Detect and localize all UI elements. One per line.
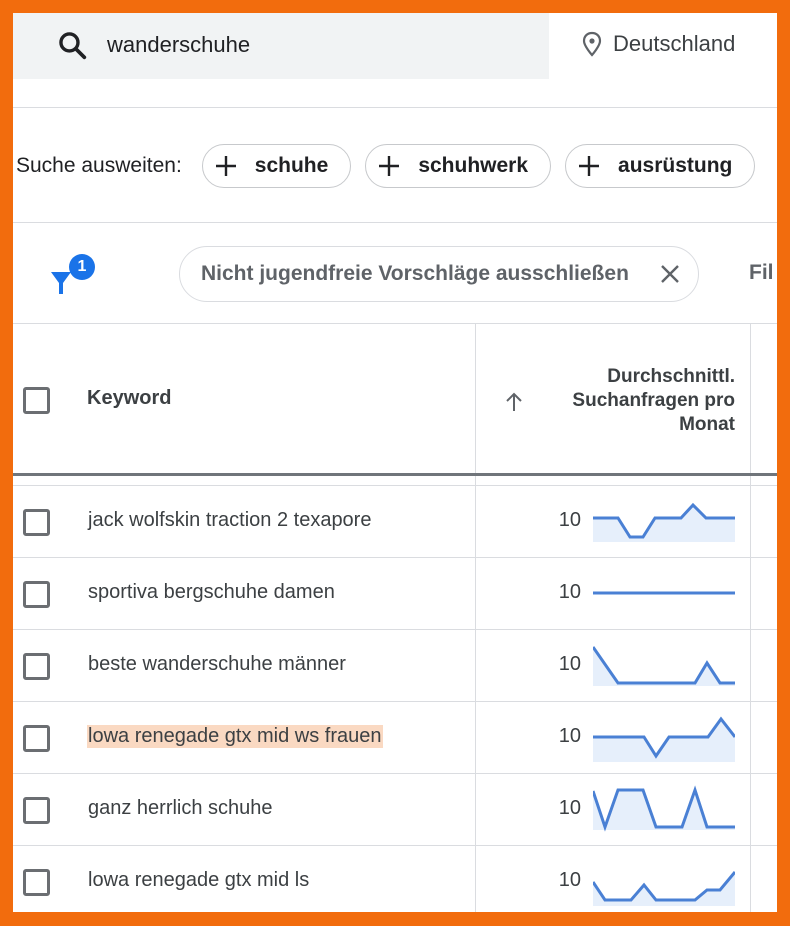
- search-icon: [56, 29, 90, 63]
- chip-label: schuhe: [254, 154, 329, 177]
- table-body: [13, 485, 777, 912]
- keyword-cell-highlighted: lowa renegade gtx mid ws frauen: [88, 725, 382, 747]
- chip-label: ausrüstung: [618, 154, 733, 177]
- volume-cell: 10: [558, 797, 581, 819]
- volume-cell: 10: [558, 725, 581, 747]
- table-row: [13, 558, 777, 630]
- row-checkbox[interactable]: [23, 797, 50, 824]
- column-header-keyword[interactable]: Keyword: [87, 387, 172, 409]
- header-line: Monat: [679, 414, 735, 435]
- trend-sparkline: [593, 638, 735, 694]
- keyword-cell: lowa renegade gtx mid ls: [88, 869, 310, 891]
- row-checkbox[interactable]: [23, 509, 50, 536]
- volume-cell: 10: [558, 653, 581, 675]
- plus-icon: [578, 155, 600, 177]
- table-header: [13, 323, 777, 476]
- header-line: Suchanfragen pro: [572, 390, 735, 411]
- search-row: [13, 13, 777, 79]
- keyword-planner-panel: [13, 13, 777, 912]
- location-pin-icon: [581, 31, 603, 57]
- expand-chip-ausruestung[interactable]: [565, 144, 755, 188]
- location-text: Deutschland: [613, 31, 736, 56]
- keyword-table: [13, 323, 777, 912]
- search-input[interactable]: [13, 13, 549, 79]
- volume-cell: 10: [558, 509, 581, 531]
- keyword-cell: sportiva bergschuhe damen: [88, 581, 335, 603]
- trend-sparkline: [593, 854, 735, 910]
- table-row: [13, 630, 777, 702]
- row-checkbox[interactable]: [23, 725, 50, 752]
- chip-label: schuhwerk: [418, 154, 529, 177]
- filter-button[interactable]: [49, 256, 109, 306]
- plus-icon: [215, 155, 237, 177]
- table-row: [13, 702, 777, 774]
- header-line: Durchschnittl.: [607, 366, 735, 387]
- row-checkbox[interactable]: [23, 869, 50, 896]
- trend-sparkline: [593, 494, 735, 550]
- table-row: [13, 486, 777, 558]
- add-filter-button[interactable]: Fil: [749, 261, 774, 284]
- row-checkbox[interactable]: [23, 653, 50, 680]
- filter-row: [13, 238, 777, 308]
- keyword-cell: beste wanderschuhe männer: [88, 653, 346, 675]
- plus-icon: [378, 155, 400, 177]
- trend-sparkline: [593, 566, 735, 622]
- filter-count-badge: 1: [69, 254, 95, 280]
- column-header-avg-monthly-searches[interactable]: [535, 365, 735, 437]
- select-all-checkbox[interactable]: [23, 387, 50, 414]
- volume-cell: 10: [558, 869, 581, 891]
- active-filter-label: Nicht jugendfreie Vorschläge ausschließen: [201, 262, 629, 285]
- keyword-cell: ganz herrlich schuhe: [88, 797, 273, 819]
- divider: [13, 222, 777, 223]
- close-icon[interactable]: [658, 262, 682, 286]
- sort-ascending-icon[interactable]: [503, 391, 525, 413]
- expand-chip-schuhwerk[interactable]: [365, 144, 551, 188]
- search-query: wanderschuhe: [107, 32, 251, 57]
- expand-search-label: Suche ausweiten:: [16, 154, 182, 177]
- row-checkbox[interactable]: [23, 581, 50, 608]
- trend-sparkline: [593, 710, 735, 766]
- location-selector[interactable]: [581, 31, 735, 57]
- expand-chip-schuhe[interactable]: [202, 144, 352, 188]
- keyword-cell: jack wolfskin traction 2 texapore: [88, 509, 372, 531]
- table-row: [13, 774, 777, 846]
- table-row: [13, 846, 777, 912]
- divider: [13, 107, 777, 108]
- trend-sparkline: [593, 782, 735, 838]
- expand-search-row: [13, 141, 769, 191]
- volume-cell: 10: [558, 581, 581, 603]
- active-filter-chip[interactable]: [179, 246, 699, 302]
